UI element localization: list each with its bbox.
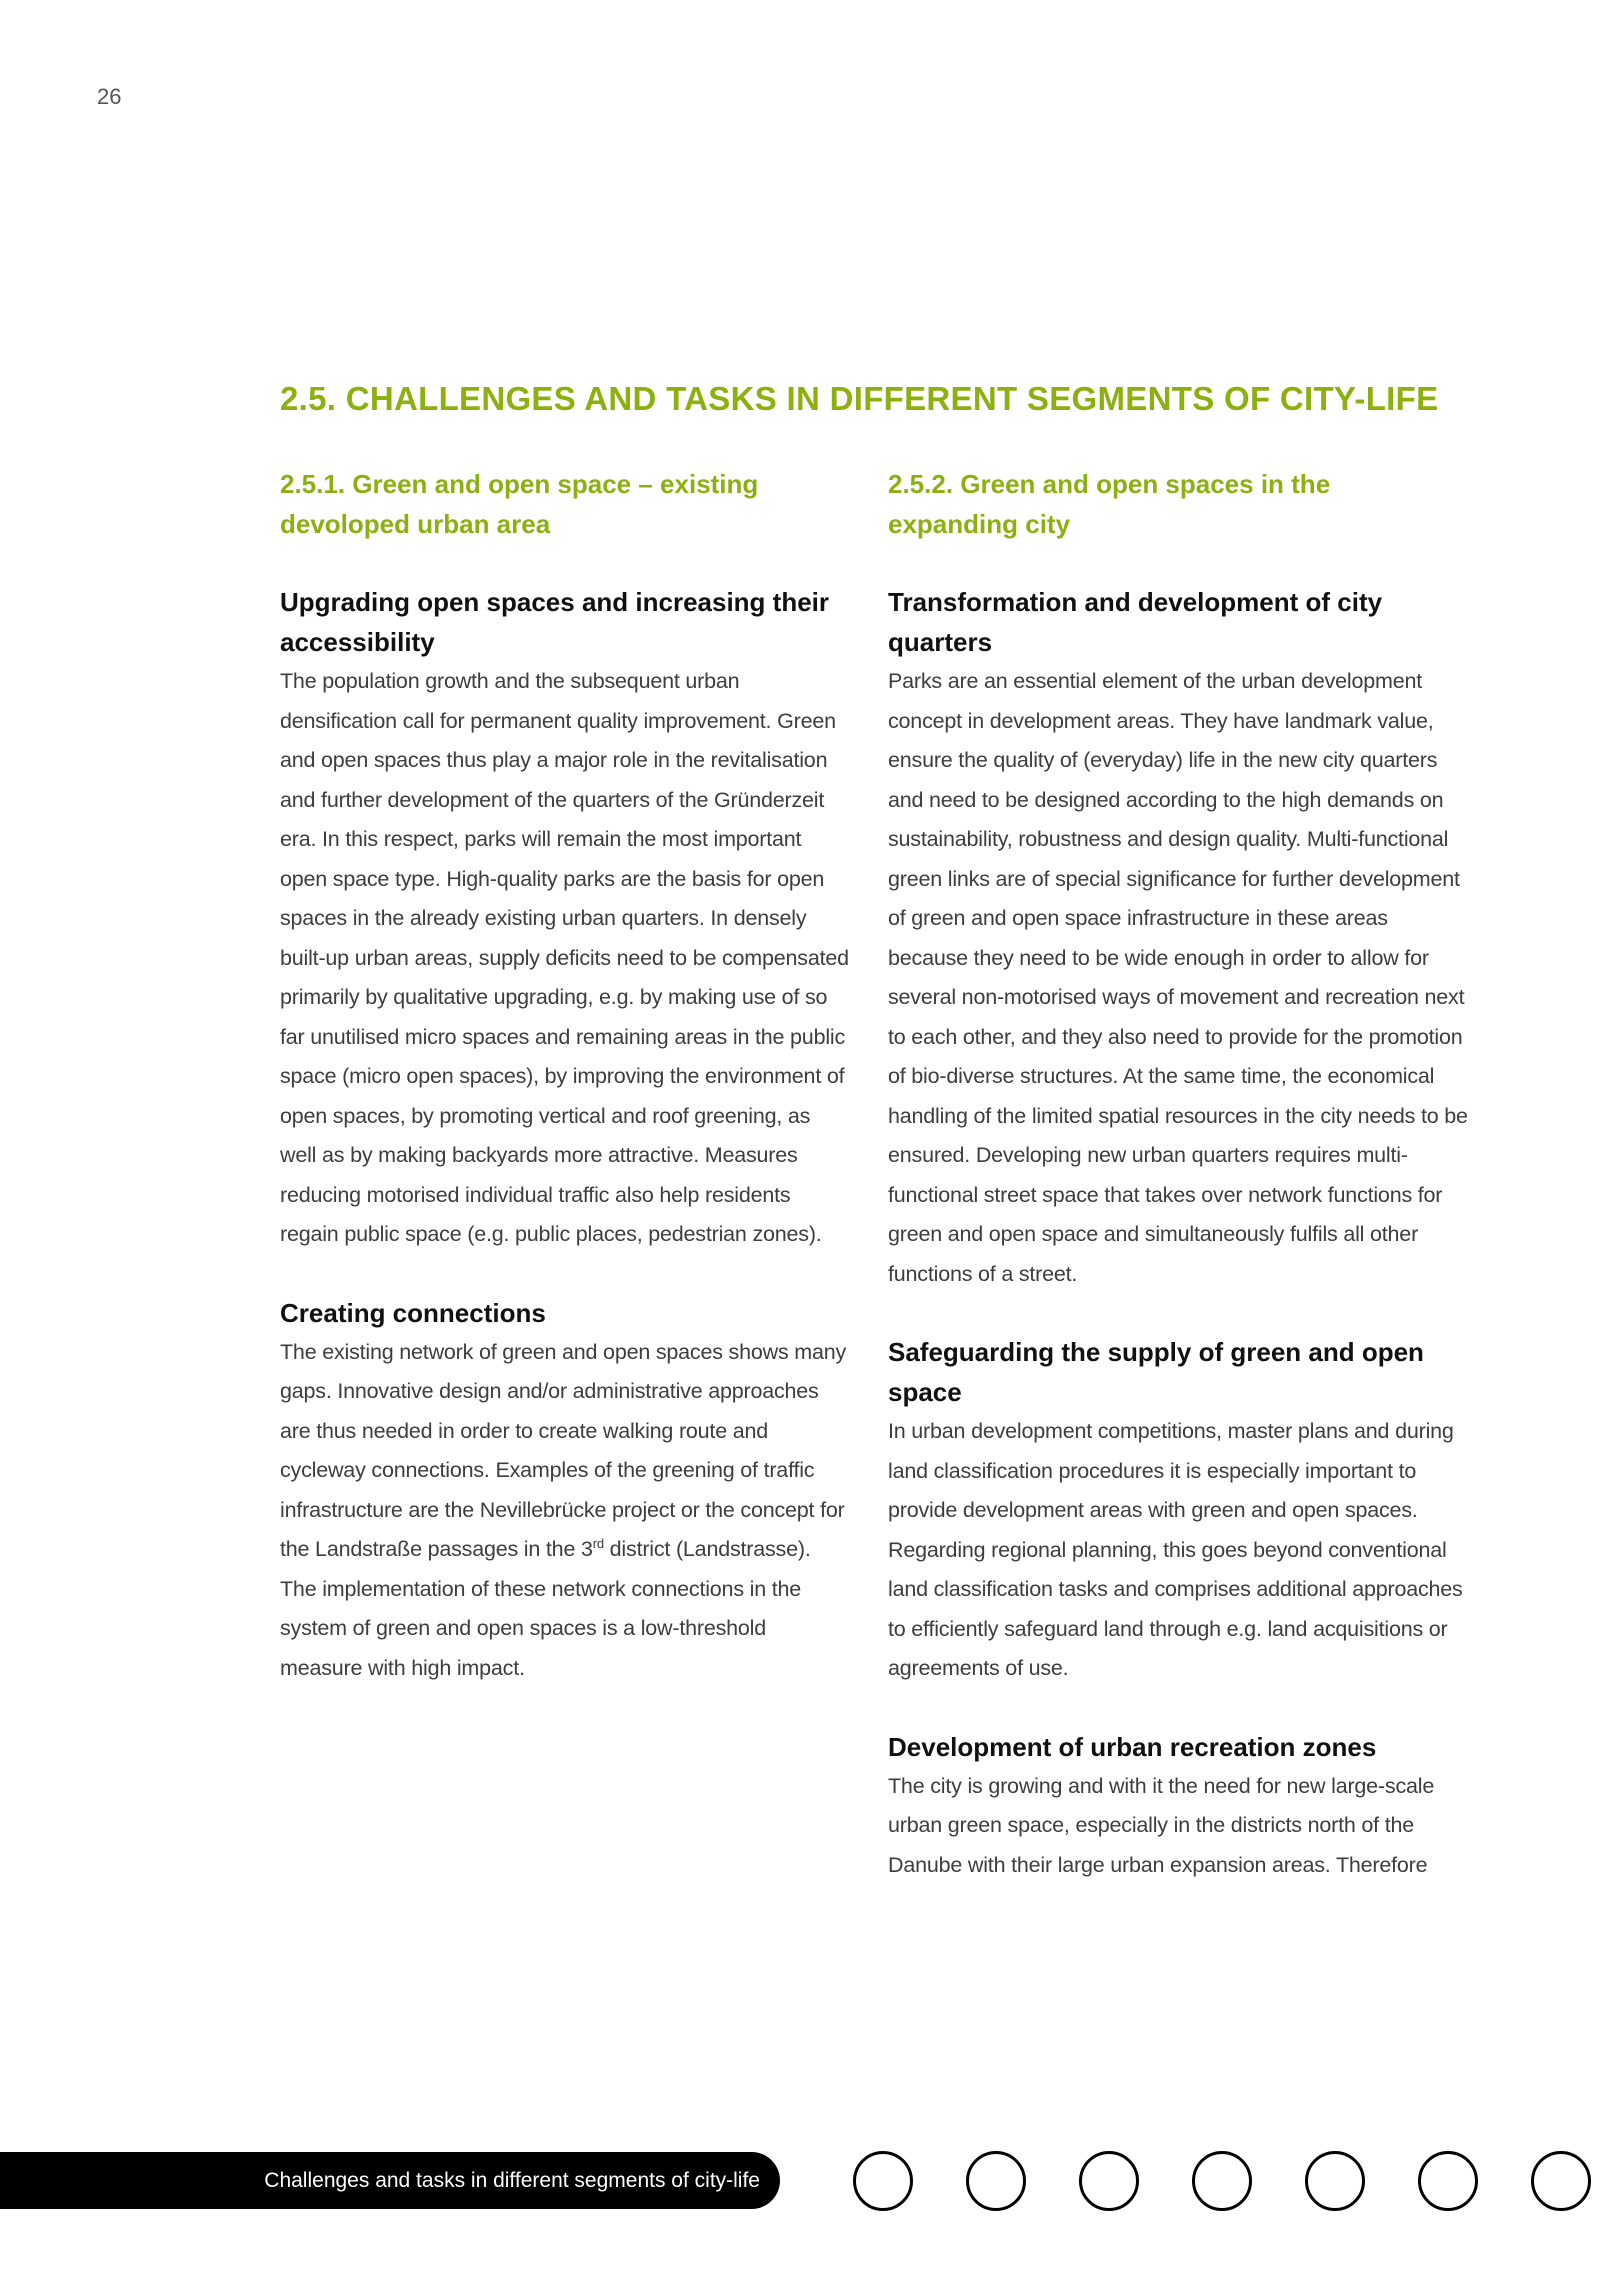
footer-chapter-label: Challenges and tasks in different segments of city-life [264,2169,760,2192]
right-subtitle-line1: 2.5.2. Green and open spaces in the [888,469,1331,499]
chapter-nav-dot-2[interactable] [966,2151,1026,2211]
upgrading-open-spaces-heading: Upgrading open spaces and increasing their accessibility [280,587,830,657]
chapter-nav-dot-4[interactable] [1192,2151,1252,2211]
recreation-zones-heading: Development of urban recreation zones [888,1731,1377,1762]
right-subsection-title [888,464,1468,544]
footer-chapter-bar [0,2152,780,2209]
chapter-nav-dot-5[interactable] [1305,2151,1365,2211]
left-subtitle-line2: devoloped urban area [280,509,551,539]
chapter-nav-dot-6[interactable] [1418,2151,1478,2211]
safeguarding-heading: Safeguarding the supply of green and open space [888,1337,1424,1407]
right-subtitle-line2: expanding city [888,509,1071,539]
page-number: 26 [97,84,122,109]
upgrading-open-spaces-text: The population growth and the subsequent urban densification call for permanent quality improvement. Green and open spaces thus play a major role in the revitalisation and further development of the quarters of the Gründerzeit era. In this respect, parks will remain the most important open space type. High-quality parks are the basis for open spaces in the already existing urban quarters. In densely built-up urban areas, supply deficits need to be compensated primarily by qualitative upgrading, e.g. by making use of so far unutilised micro spaces and remaining areas in the public space (micro open spaces), by improving the environment of open spaces, by promoting vertical and roof greening, as well as by making backyards more attractive. Measures reducing motorised individual traffic also help residents regain public space (e.g. public places, pedestrian zones). [280,669,849,1246]
section-title: 2.5. CHALLENGES AND TASKS IN DIFFERENT SEGMENTS OF CITY-LIFE [280,380,1439,417]
right-column [888,464,1468,1885]
creating-connections-text: The existing network of green and open spaces shows many gaps. Innovative design and/or administrative approaches are thus needed in order to create walking route and cycleway connections. Examples of the greening of traffic infrastructure are the Nevillebrücke project or the concept for the Landstraße passages in the 3rd district (Landstrasse). The implementation of these network connections in the system of green and open spaces is a low-threshold measure with high impact. [280,1339,847,1680]
left-column [280,464,850,1688]
chapter-nav-dot-1[interactable] [853,2151,913,2211]
left-subtitle-line1: 2.5.1. Green and open space – existing [280,469,759,499]
transformation-text: Parks are an essential element of the urban development concept in development areas. They have landmark value, ensure the quality of (everyday) life in the new city quarters and need to be designed according to the high demands on sustainability, robustness and design quality. Multi-functional green links are of special significance for further development of green and open space infrastructure in these areas because they need to be wide enough in order to allow for several non-motorised ways of movement and recreation next to each other, and they also need to provide for the promotion of bio-diverse structures. At the same time, the economical handling of the limited spatial resources in the city needs to be ensured. Developing new urban quarters requires multi-functional street space that takes over network functions for green and open space and simultaneously fulfils all other functions of a street. [888,669,1468,1286]
creating-connections-heading: Creating connections [280,1297,546,1328]
recreation-zones-text: The city is growing and with it the need for new large-scale urban green space, especially in the districts north of the Danube with their large urban expansion areas. Therefore [888,1773,1435,1877]
chapter-nav-dot-3[interactable] [1079,2151,1139,2211]
transformation-heading: Transformation and development of city quarters [888,587,1383,657]
chapter-nav-dot-7[interactable] [1531,2151,1591,2211]
safeguarding-text: In urban development competitions, master plans and during land classification procedures it is especially important to provide development areas with green and open spaces. Regarding regional planning, this goes beyond conventional land classification tasks and comprises additional approaches to efficiently safeguard land through e.g. land acquisitions or agreements of use. [888,1419,1463,1680]
left-subsection-title [280,464,850,544]
